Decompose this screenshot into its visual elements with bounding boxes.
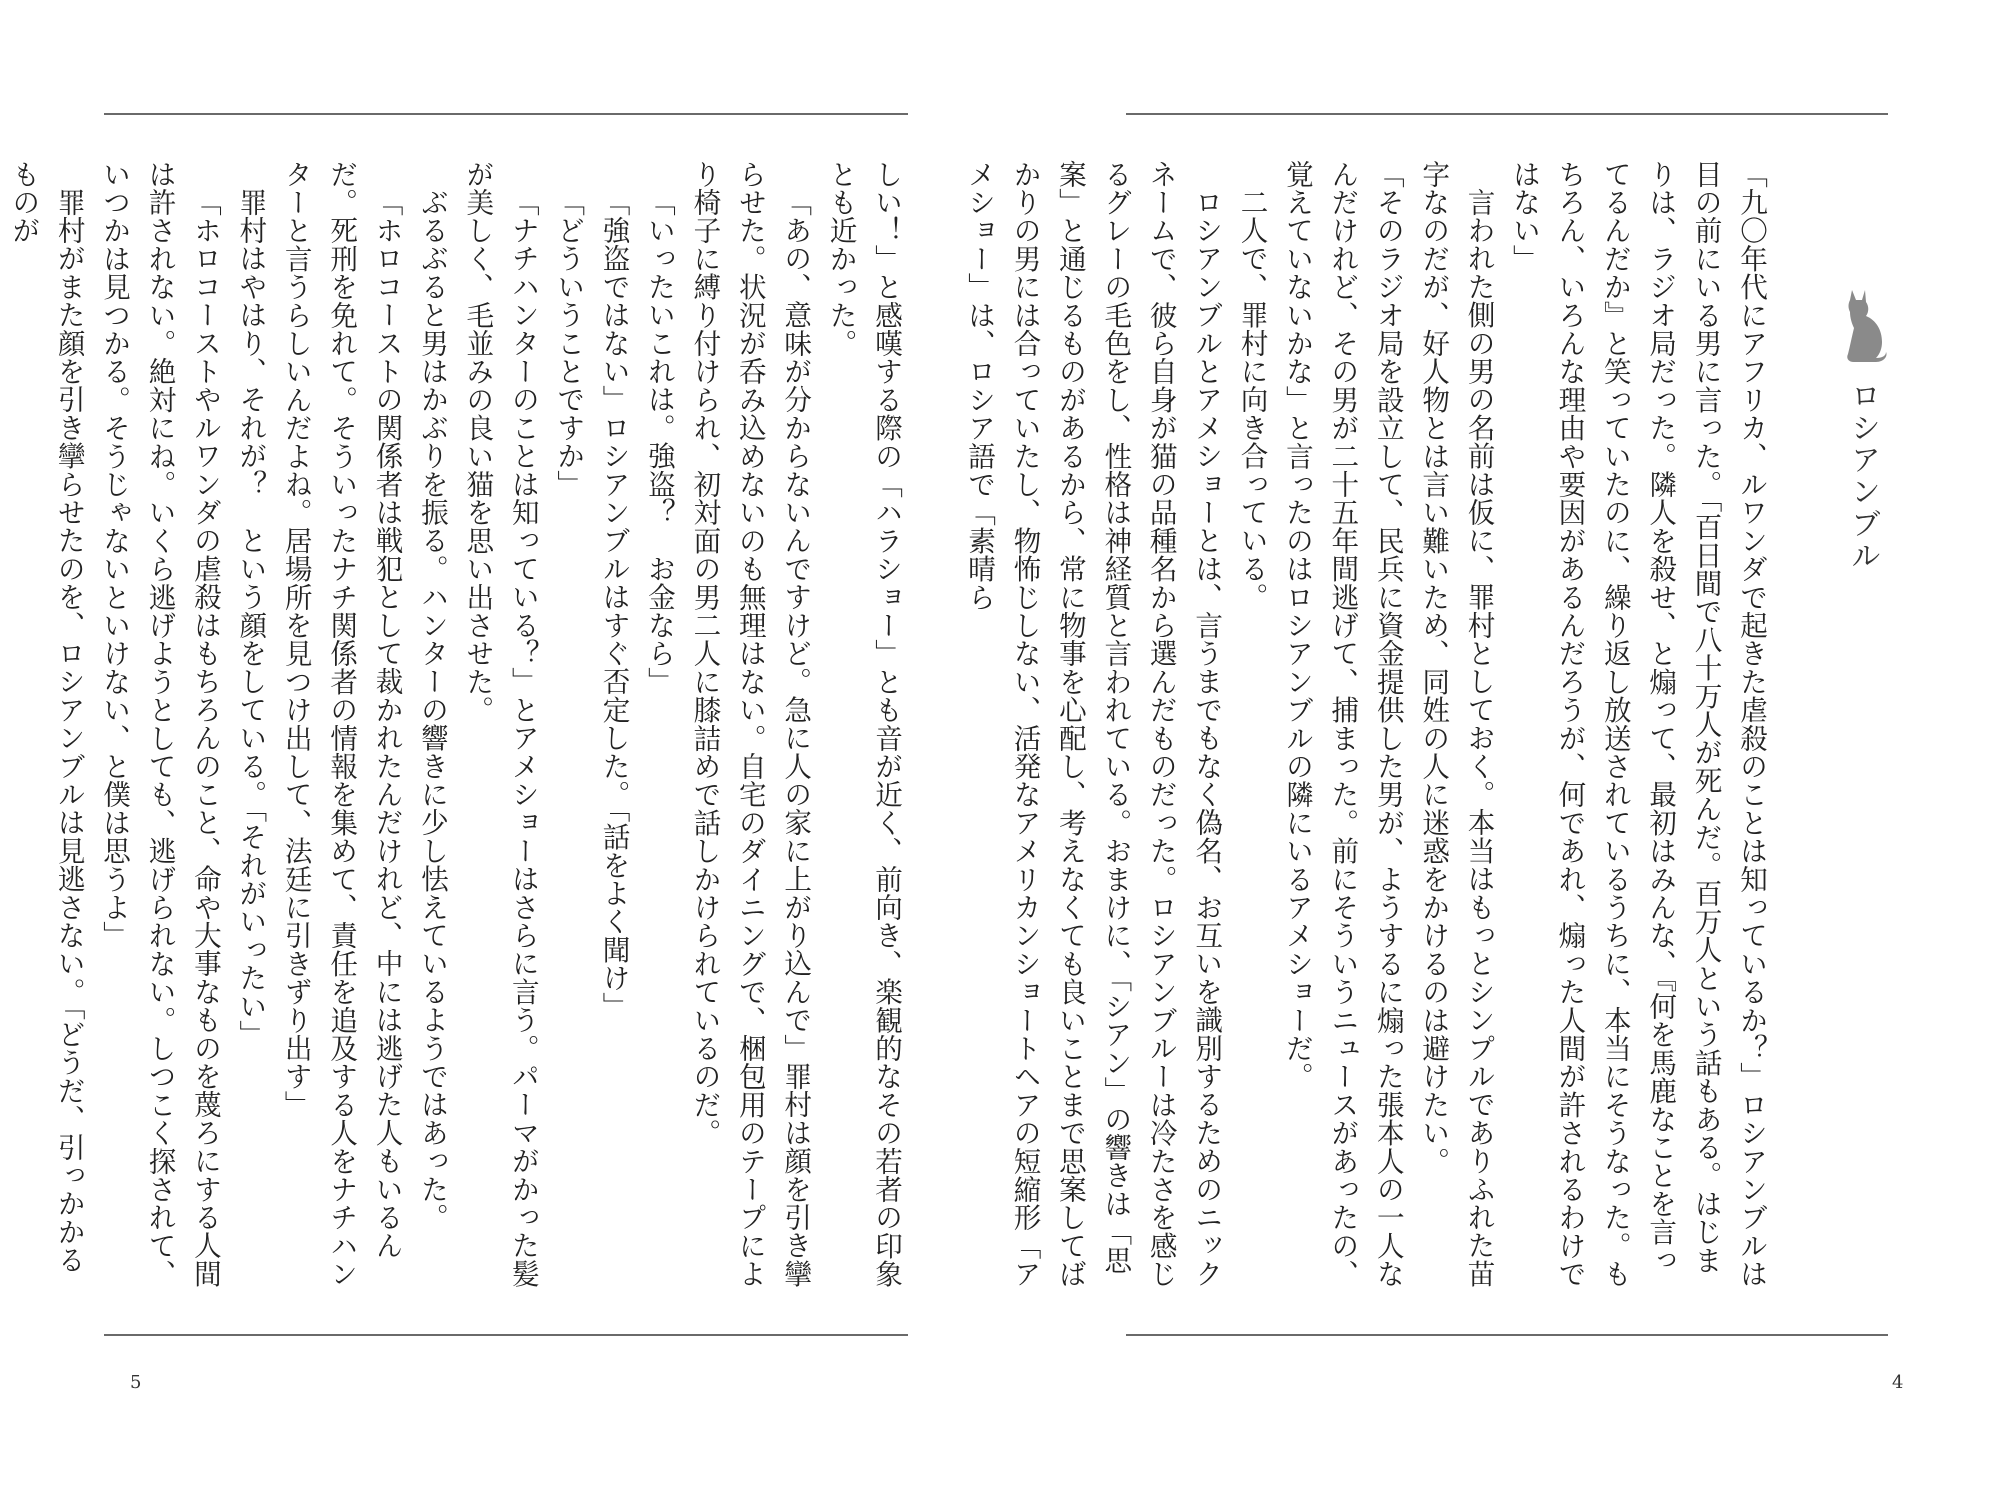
bottom-rule	[104, 1334, 908, 1336]
cat-silhouette-icon	[1842, 286, 1888, 364]
paragraph: 「そのラジオ局を設立して、民兵に資金提供した男が、ようするに煽った張本人の一人なんだけれど、その男が二十五年間逃げて、捕まった。前にそういうニュースがあったの、覚えていないかな」と言ったのはロシアンブルの隣にいるアメショーだ。	[1280, 160, 1405, 1288]
paragraph: 「ホロコーストやルワンダの虐殺はもちろんのこと、命や大事なものを蔑ろにする人間は許されない。絶対にね。いくら逃げようとしても、逃げられない。しつこく探されて、いつかは見つかる。そうじゃないといけない、と僕は思うよ」	[98, 160, 222, 1288]
paragraph: 「ナチハンターのことは知っている？」とアメショーはさらに言う。パーマがかった髪が美しく、毛並みの良い猫を思い出させた。	[461, 160, 540, 1288]
paragraph: 「どういうことですか」	[552, 187, 586, 498]
paragraph: しい！」と感嘆する際の「ハラショー」とも音が近く、前向き、楽観的なその若者の印象とも近かった。	[824, 160, 903, 1288]
right-page	[963, 0, 2000, 1487]
left-page-body-text	[7, 160, 909, 1288]
paragraph: 罪村がまた顔を引き攣らせたのを、ロシアンブルは見逃さない。「どうだ、引っかかるものが	[7, 160, 86, 1274]
page-number: 4	[1892, 1372, 1904, 1393]
top-rule	[104, 113, 908, 115]
paragraph: 「いったいこれは。強盗？ お金なら」	[642, 187, 676, 696]
paragraph: 「強盗ではない」ロシアンブルはすぐ否定した。「話をよく聞け」	[597, 187, 631, 1020]
paragraph: ぶるぶると男はかぶりを振る。ハンターの響きに少し怯えているようではあった。	[415, 187, 449, 1231]
page-number: 5	[130, 1372, 142, 1393]
right-page-body-text	[963, 160, 1774, 1288]
paragraph: ロシアンブルとアメショーとは、言うまでもなく偽名、お互いを識別するためのニックネームで、彼ら自身が猫の品種名から選んだものだった。ロシアンブルーは冷たさを感じるグレーの毛色をし、性格は神経質と言われている。おまけに、「シアン」の響きは「思案」と通じるものがあるから、常に物事を心配し、考えなくても良いことまで思案してばかりの男には合っていたし、物怖じしない、活発なアメリカンショートヘアの短縮形「アメショー」は、ロシア語で「素晴ら	[963, 160, 1224, 1288]
paragraph: 二人で、罪村に向き合っている。	[1235, 187, 1269, 611]
bottom-rule	[1126, 1334, 1888, 1336]
paragraph: 「ホロコーストの関係者は戦犯として裁かれたんだけれど、中には逃げた人もいるんだ。死刑を免れて。そういったナチ関係者の情報を集めて、責任を追及する人をナチハンターと言うらしいんだよね。居場所を見つけ出して、法廷に引きずり出す」	[279, 160, 404, 1288]
paragraph: 「九〇年代にアフリカ、ルワンダで起きた虐殺のことは知っているか？」ロシアンブルは目の前にいる男に言った。「百日間で八十万人が死んだ。百万人という話もある。はじまりは、ラジオ局だった。隣人を殺せ、と煽って、最初はみんな、『何を馬鹿なことを言ってるんだか』と笑っていたのに、繰り返し放送されているうちに、本当にそうなった。もちろん、いろんな理由や要因があるんだろうが、何であれ、煽った人間が許されるわけではない」	[1507, 160, 1768, 1288]
paragraph: 「あの、意味が分からないんですけど。急に人の家に上がり込んで」罪村は顔を引き攣らせた。状況が呑み込めないのも無理はない。自宅のダイニングで、梱包用のテープにより椅子に縛り付けられ、初対面の男二人に膝詰めで話しかけられているのだ。	[688, 160, 813, 1288]
chapter-title: ロシアンブル	[1845, 380, 1880, 572]
paragraph: 言われた側の男の名前は仮に、罪村としておく。本当はもっとシンプルでありふれた苗字なのだが、好人物とは言い難いため、同姓の人に迷惑をかけるのは避けたい。	[1417, 160, 1496, 1288]
paragraph: 罪村はやはり、それが？ という顔をしている。「それがいったい」	[234, 187, 268, 1048]
top-rule	[1126, 113, 1888, 115]
